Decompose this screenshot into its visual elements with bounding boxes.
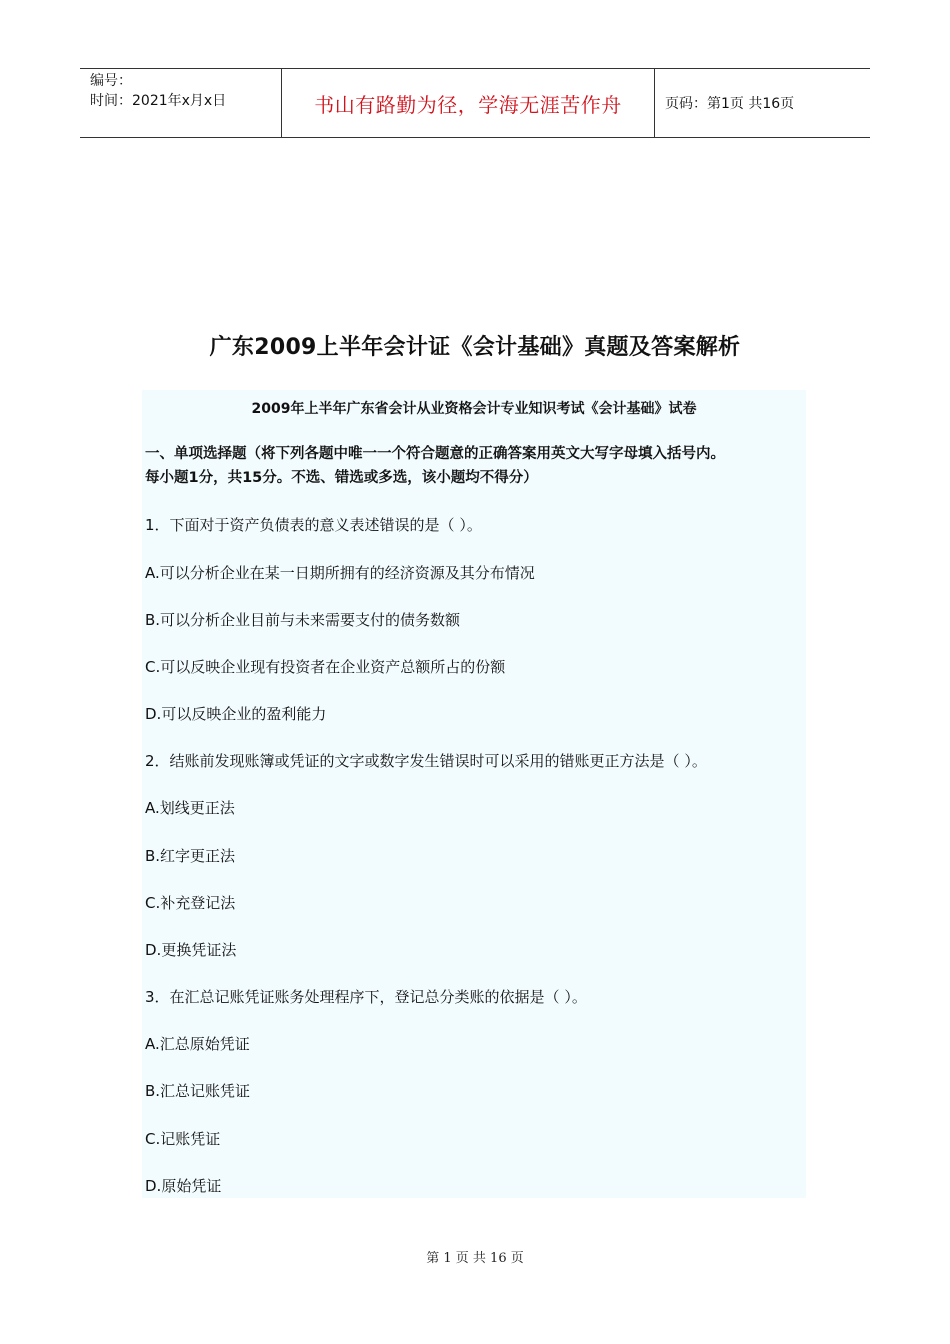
page-header (80, 68, 870, 138)
header-motto: 书山有路勤为径，学海无涯苦作舟 (282, 69, 655, 137)
section-heading (145, 442, 809, 490)
answer-option: A.汇总原始凭证 (145, 1035, 250, 1053)
answer-option: D.可以反映企业的盈利能力 (145, 705, 327, 723)
exam-content (142, 390, 806, 1198)
section-heading-line: 每小题1分，共15分。不选、错选或多选，该小题均不得分） (145, 470, 538, 486)
header-page-info: 页码：第1页 共16页 (665, 96, 795, 112)
page-footer: 第 1 页 共 16 页 (426, 1251, 524, 1266)
answer-option: B.汇总记账凭证 (145, 1082, 251, 1100)
answer-option: D.更换凭证法 (145, 941, 237, 959)
question-text: 3．在汇总记账凭证账务处理程序下，登记总分类账的依据是（ ）。 (145, 988, 587, 1006)
document-time-label: 时间：2021年x月x日 (90, 93, 227, 109)
answer-option: D.原始凭证 (145, 1177, 222, 1195)
header-meta (80, 69, 282, 137)
answer-option: A.划线更正法 (145, 799, 235, 817)
exam-title: 2009年上半年广东省会计从业资格会计专业知识考试《会计基础》试卷 (251, 401, 697, 417)
answer-option: A.可以分析企业在某一日期所拥有的经济资源及其分布情况 (145, 564, 535, 582)
answer-option: B.可以分析企业目前与未来需要支付的债务数额 (145, 611, 461, 629)
document-number-label: 编号： (90, 73, 132, 89)
question-text: 1．下面对于资产负债表的意义表述错误的是（ ）。 (145, 516, 482, 534)
answer-option: B.红字更正法 (145, 847, 236, 865)
answer-option: C.记账凭证 (145, 1130, 221, 1148)
answer-option: C.可以反映企业现有投资者在企业资产总额所占的份额 (145, 658, 506, 676)
section-heading-line: 一、单项选择题（将下列各题中唯一一个符合题意的正确答案用英文大写字母填入括号内。 (145, 446, 725, 462)
answer-option: C.补充登记法 (145, 894, 236, 912)
question-text: 2．结账前发现账簿或凭证的文字或数字发生错误时可以采用的错账更正方法是（ ）。 (145, 752, 707, 770)
document-title: 广东2009上半年会计证《会计基础》真题及答案解析 (209, 335, 741, 360)
